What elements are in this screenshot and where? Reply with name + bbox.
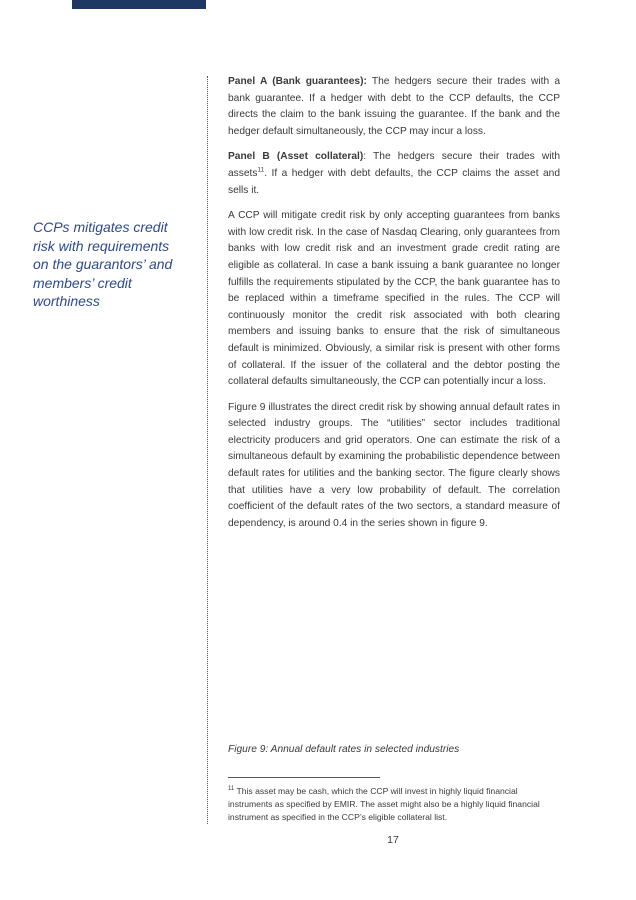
figure-caption: Figure 9: Annual default rates in selected industries bbox=[228, 744, 460, 755]
footnote-rule bbox=[228, 777, 380, 778]
header-bar bbox=[72, 0, 206, 9]
panel-b-paragraph bbox=[228, 149, 560, 199]
body-paragraph-2: Figure 9 illustrates the direct credit risk by showing annual default rates in selected industry groups. The “utilities” sector includes traditional electricity producers and grid operators. One can estimate the risk of a simultaneous default by examining the probabilistic dependence between default rates for utilities and the banking sector. The figure clearly shows that utilities have a very low probability of default. The correlation coefficient of the default rates of the two sectors, a standard measure of dependency, is around 0.4 in the series shown in figure 9. bbox=[228, 401, 560, 529]
vertical-dotted-rule bbox=[207, 76, 208, 824]
page-number-container bbox=[0, 834, 636, 846]
page-number: 17 bbox=[387, 834, 399, 846]
footnote-number: 11 bbox=[228, 786, 235, 793]
body-paragraph-1: A CCP will mitigate credit risk by only accepting guarantees from banks with low credit risk. In the case of Nasdaq Clearing, only guarantees from banks with low credit risk and an investment grade credit rating are eligible as collateral. In case a bank issuing a bank guarantee no longer fulfills the requirements stipulated by the CCP, the bank guarantee has to be replaced within a timeframe specified in the rules. The CCP will continuously monitor the credit risk associated with both clearing members and issuing banks to ensure that the risk of simultaneous default is minimized. Obviously, a similar risk is present with other forms of collateral. If the issuer of the collateral and the debtor posting the collateral defaults simultaneously, the CCP can potentially incur a loss. bbox=[228, 210, 560, 388]
margin-note: CCPs mitigates credit risk with requirements on the guarantors’ and members’ credit worthiness bbox=[33, 219, 173, 309]
footnote bbox=[228, 785, 560, 825]
panel-a-label: Panel A (Bank guarantees): bbox=[228, 76, 367, 87]
panel-a-paragraph bbox=[228, 74, 560, 140]
panel-b-text-before: : The hedgers secure their trades with assets bbox=[228, 151, 561, 179]
panel-a-text: The hedgers secure their trades with a bank guarantee. If a hedger with debt to the CCP defaults, the CCP directs the claim to the bank issuing the guarantee. If the bank and the hedger default simultaneously, the CCP may incur a loss. bbox=[228, 76, 560, 137]
footnote-reference[interactable]: 11 bbox=[257, 166, 265, 174]
footnote-text: This asset may be cash, which the CCP will invest in highly liquid financial instruments as specified by EMIR. The asset might also be a highly liquid financial instrument as specified in the CCP’s eligible collateral list. bbox=[228, 786, 540, 823]
panel-b-label: Panel B (Asset collateral) bbox=[228, 151, 364, 163]
panel-b-text-after: . If a hedger with debt defaults, the CCP claims the asset and sells it. bbox=[228, 167, 560, 196]
main-content bbox=[228, 74, 560, 541]
